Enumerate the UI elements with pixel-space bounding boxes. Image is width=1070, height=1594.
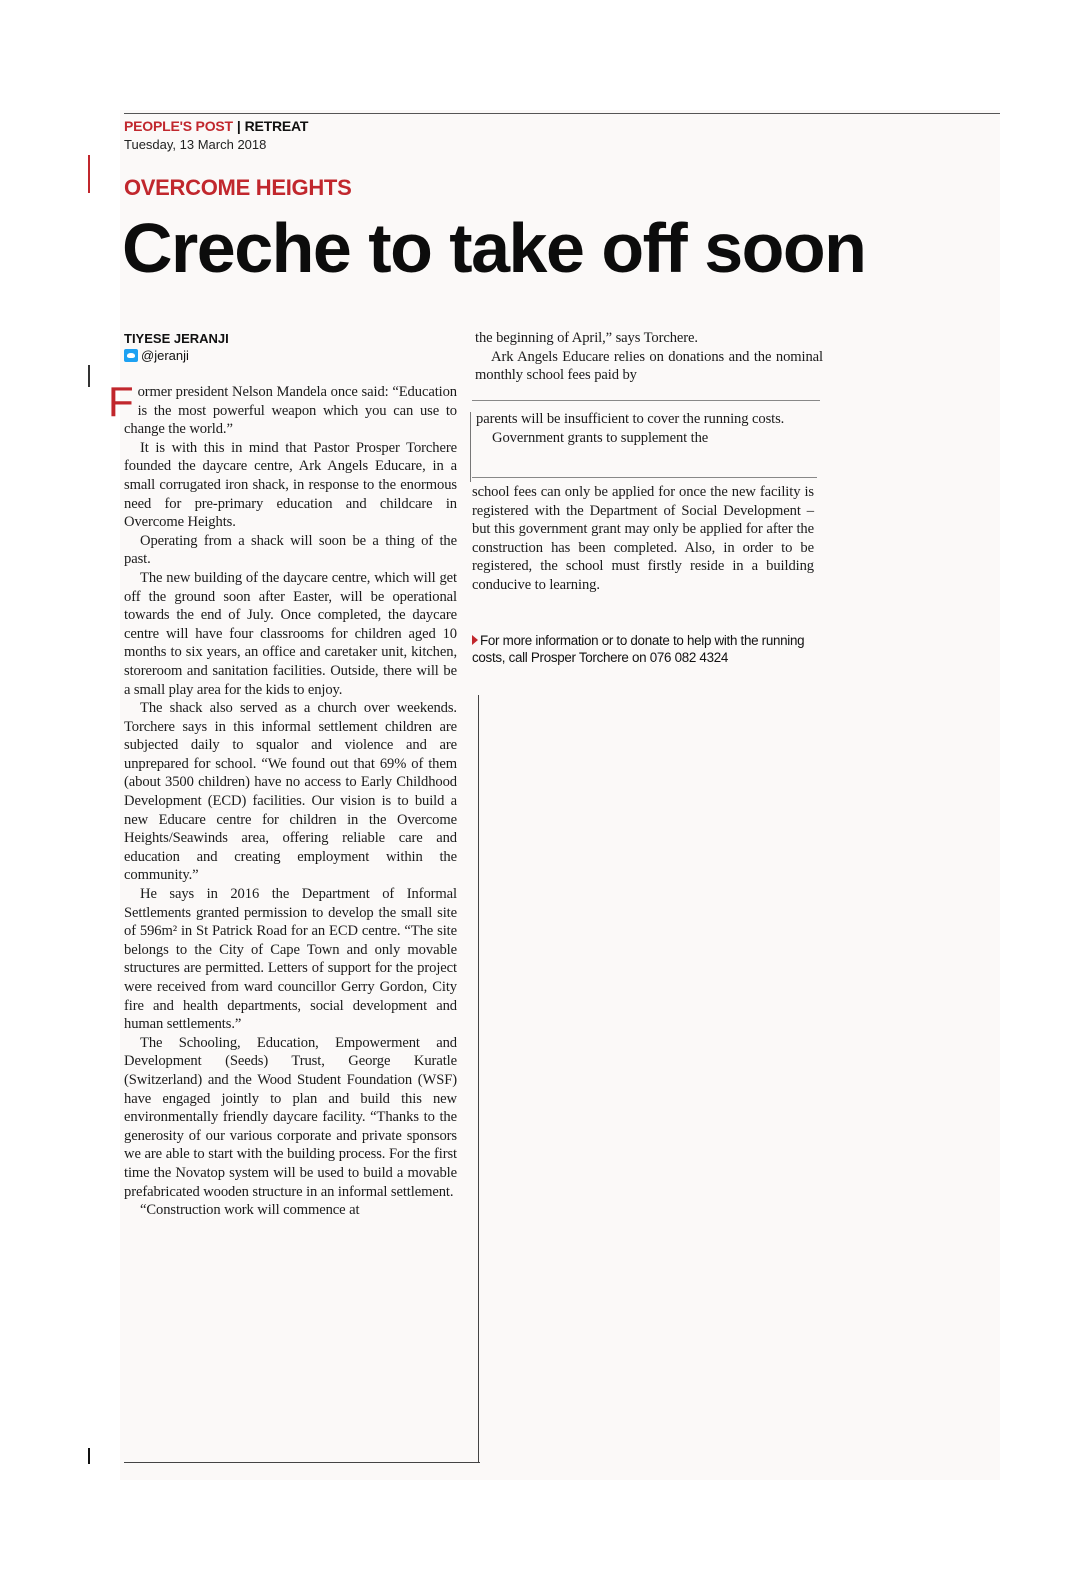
paragraph-6: He says in 2016 the Department of Informal Settlements granted permission to develop the small site of 596m² in St Patrick Road for an ECD centre. “The site belongs to the City of Cape Town and only movable structures are permitted. Letters of support for the project were received from ward councillor Gerry Gordon, City fire and health departments, social development and human settlements.” — [124, 886, 457, 1033]
top-rule — [124, 113, 1000, 114]
headline: Creche to take off soon — [122, 209, 866, 287]
bottom-rule — [124, 1462, 480, 1463]
masthead-separator: | — [236, 118, 241, 134]
margin-mark — [88, 155, 90, 193]
arrow-right-icon — [472, 635, 478, 645]
issue-date: Tuesday, 13 March 2018 — [124, 137, 267, 152]
paragraph-1: Former president Nelson Mandela once said: “Education is the most powerful weapon which you can use to change the world.” — [108, 378, 457, 438]
paragraph-10: Ark Angels Educare relies on donations and the nominal monthly school fees paid by — [475, 348, 823, 384]
column-divider — [472, 400, 820, 401]
column-divider-vertical — [470, 412, 471, 482]
article-column-2-bottom — [472, 483, 814, 595]
drop-cap: F — [108, 378, 134, 425]
paragraph-9: the beginning of April,” says Torchere. — [475, 330, 698, 346]
margin-mark — [88, 1448, 90, 1464]
handle-text: @jeranji — [141, 348, 189, 363]
column-rule — [478, 695, 479, 1462]
masthead — [124, 118, 308, 134]
info-text: For more information or to donate to help with the running costs, call Prosper Torchere on 076 082 4324 — [472, 633, 805, 665]
kicker: OVERCOME HEIGHTS — [124, 175, 352, 200]
paragraph-11: parents will be insufficient to cover the running costs. — [476, 411, 785, 427]
margin-mark — [88, 365, 90, 387]
publication-name: PEOPLE'S POST — [124, 118, 233, 134]
info-line — [472, 632, 822, 666]
column-divider — [472, 477, 817, 478]
paragraph-12: Government grants to supplement the — [492, 429, 709, 446]
twitter-icon — [124, 349, 138, 362]
byline-author: TIYESE JERANJI — [124, 331, 229, 346]
paragraph-2: It is with this in mind that Pastor Prosper Torchere founded the daycare centre, Ark Angels Educare, in a small corrugated iron shack, in response to the enormous need for pre-primary education and childcare in Overcome Heights. — [124, 439, 457, 531]
section-name: RETREAT — [244, 118, 309, 134]
paragraph-4: The new building of the daycare centre, which will get off the ground soon after Easter, will be operational towards the end of July. Once completed, the daycare centre will have four classrooms for children aged 10 months to six years, an office and caretaker unit, kitchen, storeroom and sanitation facilities. Outside, there will be a small play area for the kids to enjoy. — [124, 569, 457, 698]
article-column-1 — [108, 378, 457, 1220]
paragraph-3: Operating from a shack will soon be a thing of the past. — [124, 532, 457, 568]
article-column-2-middle — [476, 410, 818, 447]
paragraph-7: The Schooling, Education, Empowerment and Development (Seeds) Trust, George Kuratle (Switzerland) and the Wood Student Foundation (WSF) have engaged jointly to plan and build this new environmentally friendly daycare facility. “Thanks to the generosity of our various corporate and private sponsors we are able to start with the building process. For the first time the Novatop system will be used to build a movable prefabricated wooden structure in an informal settlement. — [124, 1034, 457, 1200]
article-column-2-top — [475, 329, 823, 385]
paragraph-13: school fees can only be applied for once the new facility is registered with the Department of Social Development – but this government grant may only be applied for after the construction has been completed. Also, in order to be registered, the school must firstly reside in a building conducive to learning. — [472, 484, 814, 593]
paragraph-5: The shack also served as a church over weekends. Torchere says in this informal settlement children are subjected daily to squalor and violence and are unprepared for school. “We found out that 69% of them (about 3500 children) have no access to Early Childhood Development (ECD) facilities. Our vision is to build a new Educare centre for children in the Overcome Heights/Seawinds area, offering reliable care and education and creating employment within the community.” — [124, 700, 457, 884]
paragraph-8: “Construction work will commence at — [140, 1202, 360, 1219]
byline-handle — [124, 348, 189, 363]
